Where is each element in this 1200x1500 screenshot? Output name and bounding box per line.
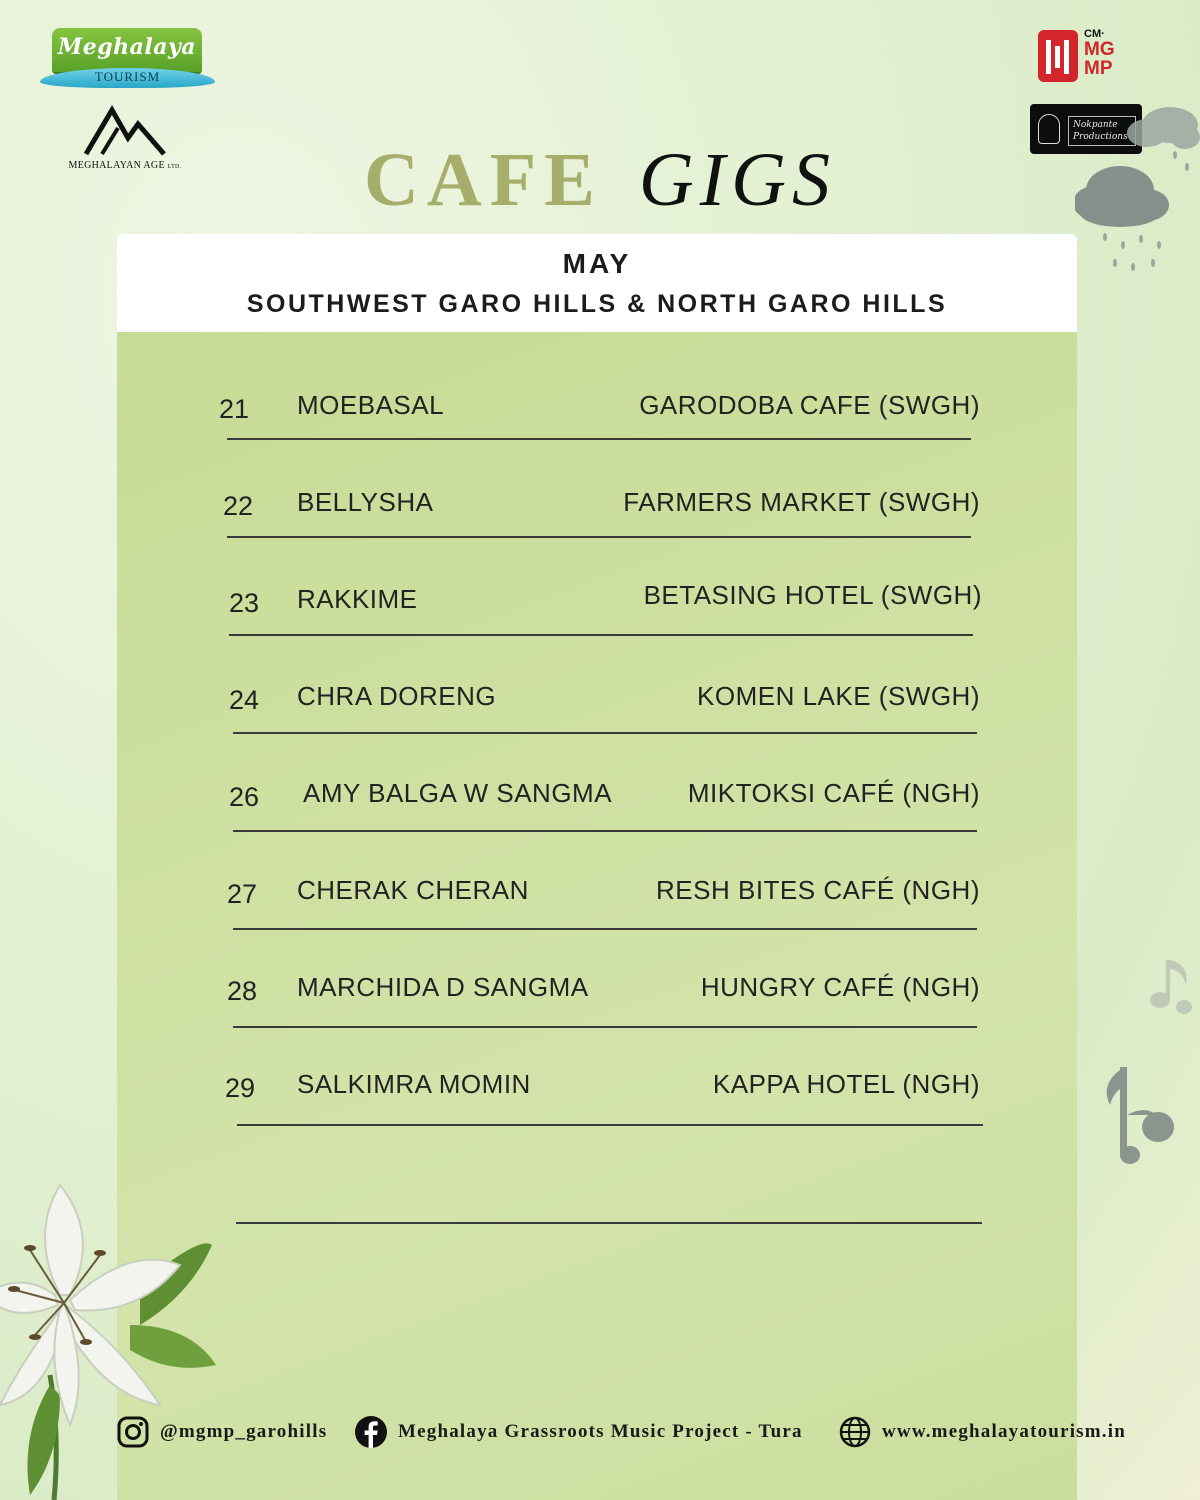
list-item <box>117 962 1077 1022</box>
page-title <box>0 138 1200 222</box>
gig-venue: KAPPA HOTEL (NGH) <box>712 1069 980 1099</box>
list-item <box>117 768 1077 828</box>
gig-artist: AMY BALGA W SANGMA <box>303 778 613 808</box>
cm-mgmp-logo <box>1038 28 1138 88</box>
gig-artist: MOEBASAL <box>297 390 445 420</box>
footer-instagram[interactable] <box>116 1410 327 1454</box>
list-item <box>117 865 1077 925</box>
row-divider <box>227 536 971 538</box>
gig-venue: KOMEN LAKE (SWGH) <box>697 681 980 711</box>
row-divider <box>237 1124 983 1126</box>
row-divider <box>233 830 977 832</box>
footer <box>0 1410 1200 1454</box>
title-cafe: CAFE <box>364 138 603 222</box>
gig-venue: HUNGRY CAFÉ (NGH) <box>700 972 980 1002</box>
gig-venue: BETASING HOTEL (SWGH) <box>643 580 982 610</box>
mgmp-bars-icon <box>1046 40 1070 74</box>
gig-day: 21 <box>219 394 250 424</box>
row-divider <box>233 1026 977 1028</box>
row-divider <box>233 928 977 930</box>
gig-artist: CHERAK CHERAN <box>297 875 529 905</box>
footer-website[interactable] <box>838 1410 1126 1454</box>
tourism-logo-base <box>40 68 215 88</box>
schedule-region: SOUTHWEST GARO HILLS & NORTH GARO HILLS <box>246 290 948 318</box>
gig-artist: BELLYSHA <box>297 487 434 517</box>
gig-day: 29 <box>225 1073 256 1103</box>
meghalayan-age-text: MEGHALAYAN AGE LTD. <box>68 160 182 171</box>
gig-artist: RAKKIME <box>297 584 418 614</box>
row-divider <box>233 732 977 734</box>
gig-day: 22 <box>223 491 254 521</box>
list-item <box>117 477 1077 537</box>
gig-artist: SALKIMRA MOMIN <box>297 1069 531 1099</box>
gig-artist: MARCHIDA D SANGMA <box>297 972 589 1002</box>
mgmp-logo-mark <box>1038 30 1078 82</box>
instagram-icon <box>116 1415 150 1449</box>
gig-day: 27 <box>227 879 258 909</box>
schedule-month: MAY <box>562 248 632 279</box>
schedule-list <box>117 332 1077 1500</box>
tourism-logo-subtext: TOURISM <box>94 69 161 84</box>
row-divider <box>229 634 973 636</box>
gig-artist: CHRA DORENG <box>297 681 497 711</box>
meghalaya-tourism-logo <box>40 28 215 90</box>
music-notes-icon <box>1100 955 1200 1175</box>
list-item <box>117 380 1077 440</box>
footer-facebook[interactable] <box>354 1410 803 1454</box>
facebook-page: Meghalaya Grassroots Music Project - Tura <box>398 1421 803 1442</box>
mgmp-logo-text: CM· MG MP <box>1084 28 1115 79</box>
gig-day: 24 <box>229 685 260 715</box>
gig-venue: MIKTOKSI CAFÉ (NGH) <box>687 778 980 808</box>
website-url: www.meghalayatourism.in <box>882 1421 1126 1442</box>
tourism-logo-plate <box>52 28 202 72</box>
list-item <box>117 671 1077 731</box>
list-item <box>117 574 1077 634</box>
instagram-handle: @mgmp_garohills <box>160 1421 328 1442</box>
globe-icon <box>838 1415 872 1449</box>
gig-venue: FARMERS MARKET (SWGH) <box>623 487 980 517</box>
empty-row-divider <box>236 1222 982 1224</box>
gig-day: 26 <box>229 782 260 812</box>
gig-venue: GARODOBA CAFE (SWGH) <box>639 390 980 420</box>
gig-day: 28 <box>227 976 258 1006</box>
row-divider <box>227 438 971 440</box>
schedule-card-header <box>117 234 1077 332</box>
tourism-logo-text: Meghalaya <box>57 34 197 60</box>
gig-day: 23 <box>229 588 260 618</box>
nokpante-text: Nokpante Productions <box>1068 116 1136 146</box>
facebook-icon <box>354 1415 388 1449</box>
title-gigs: GIGS <box>638 138 836 222</box>
gig-venue: RESH BITES CAFÉ (NGH) <box>656 875 980 905</box>
list-item <box>117 1059 1077 1119</box>
